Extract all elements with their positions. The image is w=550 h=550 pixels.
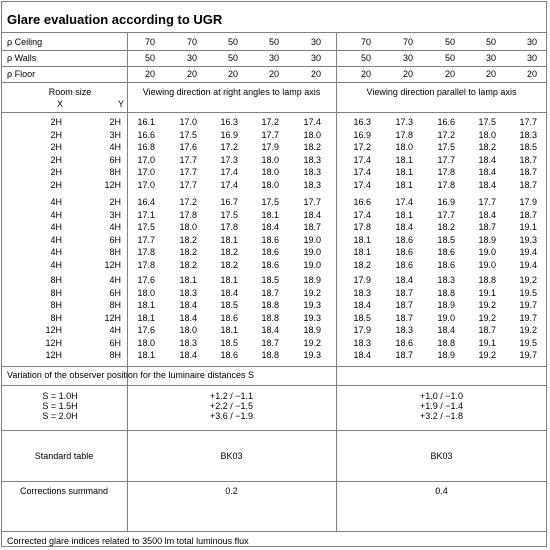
ugr-value: 17.7 xyxy=(519,117,537,127)
ugr-value: 17.5 xyxy=(220,209,238,220)
ugr-value: 18.4 xyxy=(478,154,496,165)
room-size-x: 2H xyxy=(50,167,62,177)
ugr-value: 18.4 xyxy=(478,179,496,190)
ugr-value: 17.4 xyxy=(303,117,321,127)
ugr-value: 17.6 xyxy=(179,142,197,152)
ugr-value: 16.9 xyxy=(353,129,371,140)
ugr-value: 17.9 xyxy=(519,197,537,207)
ugr-value: 18.0 xyxy=(261,179,279,190)
reflectance-value: 50 xyxy=(227,37,238,47)
room-size-y: 4H xyxy=(109,142,121,152)
room-size-x: 4H xyxy=(50,197,62,207)
ugr-value: 16.9 xyxy=(220,129,238,140)
room-size-y: 6H xyxy=(109,154,121,165)
ugr-value: 18.0 xyxy=(179,325,197,335)
room-size-y: 4H xyxy=(109,325,121,335)
ugr-value: 19.2 xyxy=(303,287,321,298)
ugr-value: 17.7 xyxy=(478,197,496,207)
ugr-value: 18.2 xyxy=(220,247,238,257)
room-size-y: 4H xyxy=(109,222,121,232)
ugr-value: 17.6 xyxy=(137,325,155,335)
reflectance-value: 30 xyxy=(402,53,413,63)
reflectance-value: 20 xyxy=(186,69,197,79)
ugr-value: 18.9 xyxy=(303,275,321,285)
ugr-value: 18.8 xyxy=(478,275,496,285)
standard-table-right: BK03 xyxy=(220,451,243,461)
room-size-y: 3H xyxy=(109,129,121,140)
ugr-value: 19.2 xyxy=(303,337,321,348)
ugr-value: 18.1 xyxy=(395,167,413,177)
ugr-value: 18.3 xyxy=(303,179,321,190)
reflectance-value: 50 xyxy=(444,37,455,47)
ugr-value: 17.8 xyxy=(220,222,238,232)
ugr-value: 18.7 xyxy=(261,337,279,348)
ugr-value: 18.1 xyxy=(261,209,279,220)
ugr-value: 17.9 xyxy=(353,275,371,285)
ugr-value: 19.7 xyxy=(519,300,537,310)
room-size-y: 6H xyxy=(109,337,121,348)
ugr-value: 17.4 xyxy=(395,197,413,207)
reflectance-value: 70 xyxy=(186,37,197,47)
ugr-value: 17.5 xyxy=(137,222,155,232)
ugr-value: 17.0 xyxy=(137,179,155,190)
reflectance-value: 20 xyxy=(360,69,371,79)
ugr-value: 19.3 xyxy=(519,234,537,245)
ugr-value: 17.7 xyxy=(179,179,197,190)
room-size-y: 3H xyxy=(109,209,121,220)
ugr-value: 17.7 xyxy=(437,209,455,220)
ugr-value: 18.5 xyxy=(261,275,279,285)
ugr-value: 18.0 xyxy=(179,222,197,232)
room-size-x: 4H xyxy=(50,209,62,220)
room-size-x: 2H xyxy=(50,154,62,165)
parallel-header: Viewing direction parallel to lamp axis xyxy=(366,87,517,97)
standard-table-label: Standard table xyxy=(34,451,94,461)
ugr-value: 18.4 xyxy=(261,325,279,335)
reflectance-value: 30 xyxy=(310,53,321,63)
ugr-value: 18.7 xyxy=(519,179,537,190)
footer-divider xyxy=(1,531,547,532)
ugr-value: 18.3 xyxy=(353,287,371,298)
ugr-value: 17.1 xyxy=(137,209,155,220)
ugr-value: 18.4 xyxy=(437,325,455,335)
ugr-value: 18.7 xyxy=(478,222,496,232)
ugr-value: 19.7 xyxy=(519,312,537,323)
ugr-value: 19.3 xyxy=(303,350,321,360)
ugr-value: 19.0 xyxy=(478,259,496,270)
ugr-value: 18.0 xyxy=(303,129,321,140)
ugr-value: 18.4 xyxy=(395,275,413,285)
ugr-value: 17.2 xyxy=(220,142,238,152)
ugr-value: 18.4 xyxy=(395,222,413,232)
ugr-value: 17.0 xyxy=(137,167,155,177)
footer-note: Corrected glare indices related to 3500 lm total luminous flux xyxy=(7,536,249,546)
ugr-value: 18.3 xyxy=(179,337,197,348)
ugr-value: 17.8 xyxy=(353,222,371,232)
ugr-value: 18.4 xyxy=(261,222,279,232)
reflectance-value: 70 xyxy=(360,37,371,47)
ugr-value: 19.2 xyxy=(478,312,496,323)
ugr-value: 17.3 xyxy=(395,117,413,127)
ugr-value: 18.1 xyxy=(220,275,238,285)
ugr-value: 17.3 xyxy=(220,154,238,165)
ugr-value: 18.1 xyxy=(137,300,155,310)
row-divider xyxy=(1,82,547,83)
ugr-value: 17.5 xyxy=(437,142,455,152)
ugr-value: 18.6 xyxy=(261,259,279,270)
reflectance-value: 20 xyxy=(310,69,321,79)
room-size-x: 8H xyxy=(50,300,62,310)
ugr-value: 18.3 xyxy=(353,337,371,348)
ugr-value: 17.7 xyxy=(303,197,321,207)
ugr-value: 18.0 xyxy=(137,337,155,348)
ugr-value: 18.4 xyxy=(179,300,197,310)
ugr-value: 19.5 xyxy=(519,337,537,348)
ugr-value: 18.1 xyxy=(395,179,413,190)
ugr-value: 17.4 xyxy=(353,154,371,165)
room-size-x: 4H xyxy=(50,259,62,270)
ugr-value: 18.2 xyxy=(179,247,197,257)
reflectance-value: 20 xyxy=(526,69,537,79)
ugr-value: 17.5 xyxy=(261,197,279,207)
ugr-value: 18.3 xyxy=(303,154,321,165)
ugr-value: 17.8 xyxy=(137,259,155,270)
room-size-y: 2H xyxy=(109,197,121,207)
ugr-value: 18.3 xyxy=(179,287,197,298)
room-size-x: 8H xyxy=(50,275,62,285)
ugr-value: 17.4 xyxy=(220,179,238,190)
ugr-value: 19.0 xyxy=(303,259,321,270)
ugr-value: 18.7 xyxy=(519,209,537,220)
room-size-y: 4H xyxy=(109,275,121,285)
header-divider xyxy=(1,112,547,113)
reflectance-value: 70 xyxy=(144,37,155,47)
reflectance-value: 30 xyxy=(526,37,537,47)
room-size-x: 8H xyxy=(50,287,62,298)
row-divider xyxy=(1,66,547,67)
ugr-value: 17.4 xyxy=(353,209,371,220)
ugr-value: 19.1 xyxy=(478,287,496,298)
ugr-value: 18.6 xyxy=(261,234,279,245)
ugr-value: 19.4 xyxy=(519,247,537,257)
reflectance-value: 50 xyxy=(444,53,455,63)
variation-label: S = 2.0H xyxy=(42,411,78,421)
ugr-value: 16.4 xyxy=(137,197,155,207)
ugr-value: 19.7 xyxy=(519,350,537,360)
room-size-y: 8H xyxy=(109,247,121,257)
reflectance-value: 20 xyxy=(227,69,238,79)
ugr-value: 18.6 xyxy=(395,259,413,270)
ugr-value: 19.2 xyxy=(478,300,496,310)
ugr-value: 18.4 xyxy=(179,350,197,360)
ugr-value: 18.7 xyxy=(519,154,537,165)
ugr-value: 18.7 xyxy=(395,287,413,298)
variation-right: +3.6 / −1.9 xyxy=(209,411,254,421)
variation-heading: Variation of the observer position for the luminaire distances S xyxy=(7,370,254,380)
reflectance-label: ρ Walls xyxy=(7,53,37,63)
ugr-value: 16.6 xyxy=(137,129,155,140)
room-size-x: 12H xyxy=(45,350,62,360)
ugr-value: 18.9 xyxy=(437,350,455,360)
ugr-value: 19.0 xyxy=(478,247,496,257)
ugr-value: 18.0 xyxy=(137,287,155,298)
room-size-y: 8H xyxy=(109,350,121,360)
ugr-value: 19.2 xyxy=(519,275,537,285)
ugr-value: 17.5 xyxy=(179,129,197,140)
ugr-value: 16.9 xyxy=(437,197,455,207)
ugr-value: 18.3 xyxy=(519,129,537,140)
room-size-x: 12H xyxy=(45,325,62,335)
ugr-value: 18.8 xyxy=(261,312,279,323)
corrections-right: 0.2 xyxy=(225,486,238,496)
row-divider xyxy=(1,50,547,51)
variation-right: +2.2 / −1.5 xyxy=(209,401,254,411)
ugr-value: 19.1 xyxy=(519,222,537,232)
variation-label: S = 1.5H xyxy=(42,401,78,411)
ugr-value: 18.9 xyxy=(303,325,321,335)
room-size-x: 4H xyxy=(50,222,62,232)
reflectance-value: 30 xyxy=(526,53,537,63)
ugr-value: 18.2 xyxy=(179,259,197,270)
ugr-value: 18.2 xyxy=(303,142,321,152)
ugr-value: 17.7 xyxy=(261,129,279,140)
ugr-value: 18.7 xyxy=(478,325,496,335)
ugr-value: 17.8 xyxy=(137,247,155,257)
ugr-value: 18.6 xyxy=(395,247,413,257)
room-size-x: 2H xyxy=(50,179,62,190)
title-divider xyxy=(1,32,547,33)
ugr-value: 18.0 xyxy=(261,154,279,165)
corrections-parallel: 0.4 xyxy=(435,486,448,496)
reflectance-value: 30 xyxy=(485,53,496,63)
ugr-value: 18.0 xyxy=(261,167,279,177)
room-size-x: 4H xyxy=(50,247,62,257)
ugr-value: 17.7 xyxy=(437,154,455,165)
ugr-value: 17.2 xyxy=(437,129,455,140)
x-header: X xyxy=(57,99,64,109)
variation-parallel: +1.0 / −1.0 xyxy=(419,391,464,401)
ugr-value: 18.6 xyxy=(220,350,238,360)
standard-table-parallel: BK03 xyxy=(430,451,453,461)
ugr-value: 18.4 xyxy=(478,209,496,220)
ugr-value: 18.1 xyxy=(137,350,155,360)
ugr-value: 18.6 xyxy=(395,234,413,245)
ugr-value: 17.9 xyxy=(261,142,279,152)
ugr-value: 18.9 xyxy=(437,300,455,310)
ugr-value: 18.0 xyxy=(478,129,496,140)
ugr-value: 18.2 xyxy=(353,259,371,270)
room-size-x: 2H xyxy=(50,129,62,140)
ugr-value: 18.7 xyxy=(395,300,413,310)
table-divider xyxy=(1,366,547,367)
ugr-value: 18.3 xyxy=(303,167,321,177)
ugr-value: 18.4 xyxy=(303,209,321,220)
ugr-value: 19.5 xyxy=(519,287,537,298)
ugr-value: 18.1 xyxy=(137,312,155,323)
ugr-value: 18.1 xyxy=(395,209,413,220)
variation-parallel: +1.9 / −1.4 xyxy=(419,401,464,411)
ugr-value: 18.1 xyxy=(220,234,238,245)
ugr-value: 18.5 xyxy=(353,312,371,323)
ugr-value: 19.0 xyxy=(437,312,455,323)
ugr-value: 17.9 xyxy=(353,325,371,335)
ugr-value: 18.1 xyxy=(220,325,238,335)
reflectance-value: 50 xyxy=(227,53,238,63)
ugr-value: 18.7 xyxy=(303,222,321,232)
ugr-value: 18.0 xyxy=(395,142,413,152)
ugr-value: 18.4 xyxy=(478,167,496,177)
ugr-value: 18.4 xyxy=(220,287,238,298)
ugr-value: 16.6 xyxy=(437,117,455,127)
ugr-value: 18.2 xyxy=(220,259,238,270)
ugr-value: 18.9 xyxy=(478,234,496,245)
ugr-value: 18.8 xyxy=(437,337,455,348)
corrections-label: Corrections summand xyxy=(19,486,109,496)
variation-divider xyxy=(1,385,547,386)
room-size-y: 6H xyxy=(109,234,121,245)
ugr-value: 17.2 xyxy=(353,142,371,152)
reflectance-value: 20 xyxy=(444,69,455,79)
reflectance-label: ρ Floor xyxy=(7,69,36,79)
reflectance-value: 20 xyxy=(268,69,279,79)
ugr-value: 18.4 xyxy=(353,300,371,310)
reflectance-value: 20 xyxy=(144,69,155,79)
reflectance-value: 30 xyxy=(186,53,197,63)
reflectance-label: ρ Ceiling xyxy=(7,37,43,47)
ugr-value: 18.2 xyxy=(478,142,496,152)
section-divider xyxy=(1,481,547,482)
ugr-value: 19.3 xyxy=(303,312,321,323)
ugr-value: 18.3 xyxy=(395,325,413,335)
right-angles-header: Viewing direction at right angles to lamp axis xyxy=(142,87,321,97)
ugr-value: 18.7 xyxy=(519,167,537,177)
ugr-value: 18.5 xyxy=(519,142,537,152)
room-size-header: Room size xyxy=(48,87,92,97)
ugr-value: 17.4 xyxy=(353,179,371,190)
reflectance-value: 50 xyxy=(268,37,279,47)
ugr-value: 16.8 xyxy=(137,142,155,152)
ugr-value: 17.4 xyxy=(353,167,371,177)
ugr-value: 18.5 xyxy=(437,234,455,245)
reflectance-value: 20 xyxy=(485,69,496,79)
ugr-value: 18.8 xyxy=(261,350,279,360)
ugr-value: 18.6 xyxy=(437,247,455,257)
ugr-value: 18.1 xyxy=(395,154,413,165)
ugr-value: 18.6 xyxy=(261,247,279,257)
ugr-value: 17.5 xyxy=(478,117,496,127)
ugr-value: 18.4 xyxy=(353,350,371,360)
ugr-value: 18.7 xyxy=(261,287,279,298)
ugr-value: 17.0 xyxy=(137,154,155,165)
ugr-value: 18.7 xyxy=(395,312,413,323)
ugr-value: 18.6 xyxy=(220,312,238,323)
room-size-x: 2H xyxy=(50,142,62,152)
reflectance-value: 50 xyxy=(360,53,371,63)
reflectance-value: 50 xyxy=(485,37,496,47)
room-size-y: 12H xyxy=(104,179,121,190)
ugr-value: 16.7 xyxy=(220,197,238,207)
reflectance-value: 70 xyxy=(402,37,413,47)
room-size-y: 12H xyxy=(104,259,121,270)
variation-label: S = 1.0H xyxy=(42,391,78,401)
ugr-value: 19.0 xyxy=(303,234,321,245)
ugr-value: 18.2 xyxy=(179,234,197,245)
ugr-value: 17.2 xyxy=(179,197,197,207)
ugr-value: 17.7 xyxy=(137,234,155,245)
ugr-value: 17.2 xyxy=(261,117,279,127)
room-size-y: 8H xyxy=(109,167,121,177)
ugr-value: 17.8 xyxy=(437,179,455,190)
variation-right: +1.2 / −1.1 xyxy=(209,391,254,401)
ugr-value: 18.8 xyxy=(437,287,455,298)
y-header: Y xyxy=(118,99,125,109)
ugr-value: 18.6 xyxy=(395,337,413,348)
ugr-value: 19.0 xyxy=(303,247,321,257)
room-size-y: 6H xyxy=(109,287,121,298)
ugr-value: 17.8 xyxy=(437,167,455,177)
section-divider xyxy=(1,430,547,431)
ugr-value: 19.3 xyxy=(303,300,321,310)
ugr-value: 19.1 xyxy=(478,337,496,348)
reflectance-value: 50 xyxy=(144,53,155,63)
ugr-value: 18.8 xyxy=(261,300,279,310)
room-size-y: 12H xyxy=(104,312,121,323)
ugr-value: 18.1 xyxy=(353,234,371,245)
room-size-x: 8H xyxy=(50,312,62,323)
ugr-value: 18.7 xyxy=(395,350,413,360)
room-size-x: 12H xyxy=(45,337,62,348)
ugr-value: 18.4 xyxy=(179,312,197,323)
room-size-x: 4H xyxy=(50,234,62,245)
ugr-value: 17.8 xyxy=(395,129,413,140)
reflectance-value: 30 xyxy=(310,37,321,47)
room-size-y: 8H xyxy=(109,300,121,310)
ugr-value: 17.4 xyxy=(220,167,238,177)
ugr-value: 18.6 xyxy=(437,259,455,270)
ugr-value: 17.7 xyxy=(179,167,197,177)
ugr-value: 18.1 xyxy=(179,275,197,285)
ugr-value: 16.3 xyxy=(353,117,371,127)
ugr-value: 18.2 xyxy=(437,222,455,232)
page-title: Glare evaluation according to UGR xyxy=(7,12,223,27)
ugr-value: 17.7 xyxy=(179,154,197,165)
ugr-value: 16.3 xyxy=(220,117,238,127)
ugr-value: 19.2 xyxy=(519,325,537,335)
room-size-y: 2H xyxy=(109,117,121,127)
ugr-value: 17.8 xyxy=(179,209,197,220)
ugr-value: 19.4 xyxy=(519,259,537,270)
ugr-value: 17.6 xyxy=(137,275,155,285)
ugr-value: 18.1 xyxy=(353,247,371,257)
ugr-value: 18.5 xyxy=(220,300,238,310)
ugr-value: 16.6 xyxy=(353,197,371,207)
ugr-value: 19.2 xyxy=(478,350,496,360)
reflectance-value: 20 xyxy=(402,69,413,79)
ugr-value: 16.1 xyxy=(137,117,155,127)
ugr-value: 18.5 xyxy=(220,337,238,348)
ugr-value: 17.0 xyxy=(179,117,197,127)
reflectance-value: 30 xyxy=(268,53,279,63)
ugr-value: 18.3 xyxy=(437,275,455,285)
room-size-x: 2H xyxy=(50,117,62,127)
variation-parallel: +3.2 / −1.8 xyxy=(419,411,464,421)
